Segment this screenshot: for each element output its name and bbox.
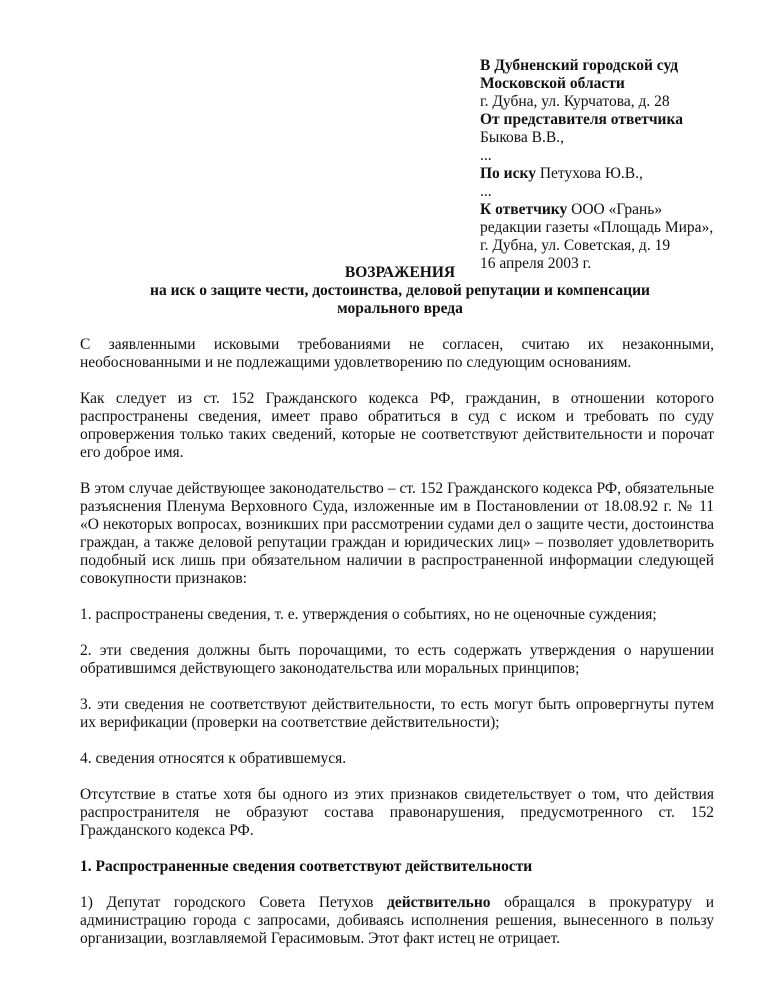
point-1-start: 1) Депутат городского Совета Петухов bbox=[80, 894, 387, 911]
defendant-label: К ответчику bbox=[480, 201, 568, 218]
list-item-4: 4. сведения относятся к обратившемуся. bbox=[80, 750, 347, 767]
paragraph-point-1 bbox=[80, 894, 714, 948]
paragraph-intro: С заявленными исковыми требованиями не согласен, считаю их незаконными, необоснованными и не подлежащими удовлетворению по следующим основаниям. bbox=[80, 336, 714, 371]
ellipsis-1: ... bbox=[480, 147, 492, 164]
claim-label: По иску bbox=[480, 165, 536, 182]
document-body bbox=[80, 336, 714, 948]
ellipsis-2: ... bbox=[480, 183, 492, 200]
title-sub-line2: морального вреда bbox=[337, 300, 463, 317]
defendant-address: г. Дубна, ул. Советская, д. 19 bbox=[480, 237, 671, 254]
addressee-block bbox=[480, 57, 760, 273]
defendant-name: ООО «Грань» bbox=[567, 201, 663, 218]
claim-line bbox=[480, 165, 760, 183]
court-name-line1: В Дубненский городской суд bbox=[480, 57, 679, 74]
court-address: г. Дубна, ул. Курчатова, д. 28 bbox=[480, 93, 670, 110]
title-main: ВОЗРАЖЕНИЯ bbox=[344, 264, 456, 281]
list-item-2: 2. эти сведения должны быть порочащими, то есть содержать утверждения о нарушении обратившимся действующего законодательства или моральных принципов; bbox=[80, 642, 714, 677]
point-1-emphasis: действительно bbox=[387, 894, 491, 911]
section-heading: 1. Распространенные сведения соответствуют действительности bbox=[80, 858, 533, 875]
defendant-line2: редакции газеты «Площадь Мира», bbox=[480, 219, 714, 236]
list-item-1: 1. распространены сведения, т. е. утверждения о событиях, но не оценочные суждения; bbox=[80, 606, 657, 623]
paragraph-legislation: В этом случае действующее законодательство – ст. 152 Гражданского кодекса РФ, обязательные разъяснения Пленума Верховного Суда, изложенные им в Постановлении от 18.08.92 г. № 11 «О некоторых вопросах, возникших при рассмотрении судами дел о защите чести, достоинства граждан, а также деловой репутации граждан и юридических лиц» – позволяет удовлетворить подобный иск лишь при обязательном наличии в распространенной информации следующей совокупности признаков: bbox=[80, 480, 714, 587]
document-date: 16 апреля 2003 г. bbox=[480, 255, 592, 272]
defendant-line bbox=[480, 201, 760, 219]
document-title bbox=[80, 264, 720, 318]
title-sub-line1: на иск о защите чести, достоинства, деловой репутации и компенсации bbox=[150, 282, 650, 299]
paragraph-conclusion: Отсутствие в статье хотя бы одного из этих признаков свидетельствует о том, что действия распространителя не образуют состава правонарушения, предусмотренного ст. 152 Гражданского кодекса РФ. bbox=[80, 786, 714, 839]
point-1-end: обращался в прокуратуру и администрацию города с запросами, добиваясь исполнения решения, вынесенного в пользу организации, возглавляемой Герасимовым. Этот факт истец не отрицает. bbox=[80, 894, 714, 947]
list-item-3: 3. эти сведения не соответствуют действительности, то есть могут быть опровергнуты путем их верификации (проверки на соответствие действительности); bbox=[80, 696, 714, 731]
representative-name: Быкова В.В., bbox=[480, 129, 564, 146]
court-name-line2: Московской области bbox=[480, 75, 625, 92]
plaintiff-name: Петухова Ю.В., bbox=[535, 165, 643, 182]
from-label: От представителя ответчика bbox=[480, 111, 683, 128]
paragraph-article-152: Как следует из ст. 152 Гражданского кодекса РФ, гражданин, в отношении которого распространены сведения, имеет право обратиться в суд с иском и требовать по суду опровержения только таких сведений, которые не соответствуют действительности и порочат его доброе имя. bbox=[80, 390, 714, 461]
